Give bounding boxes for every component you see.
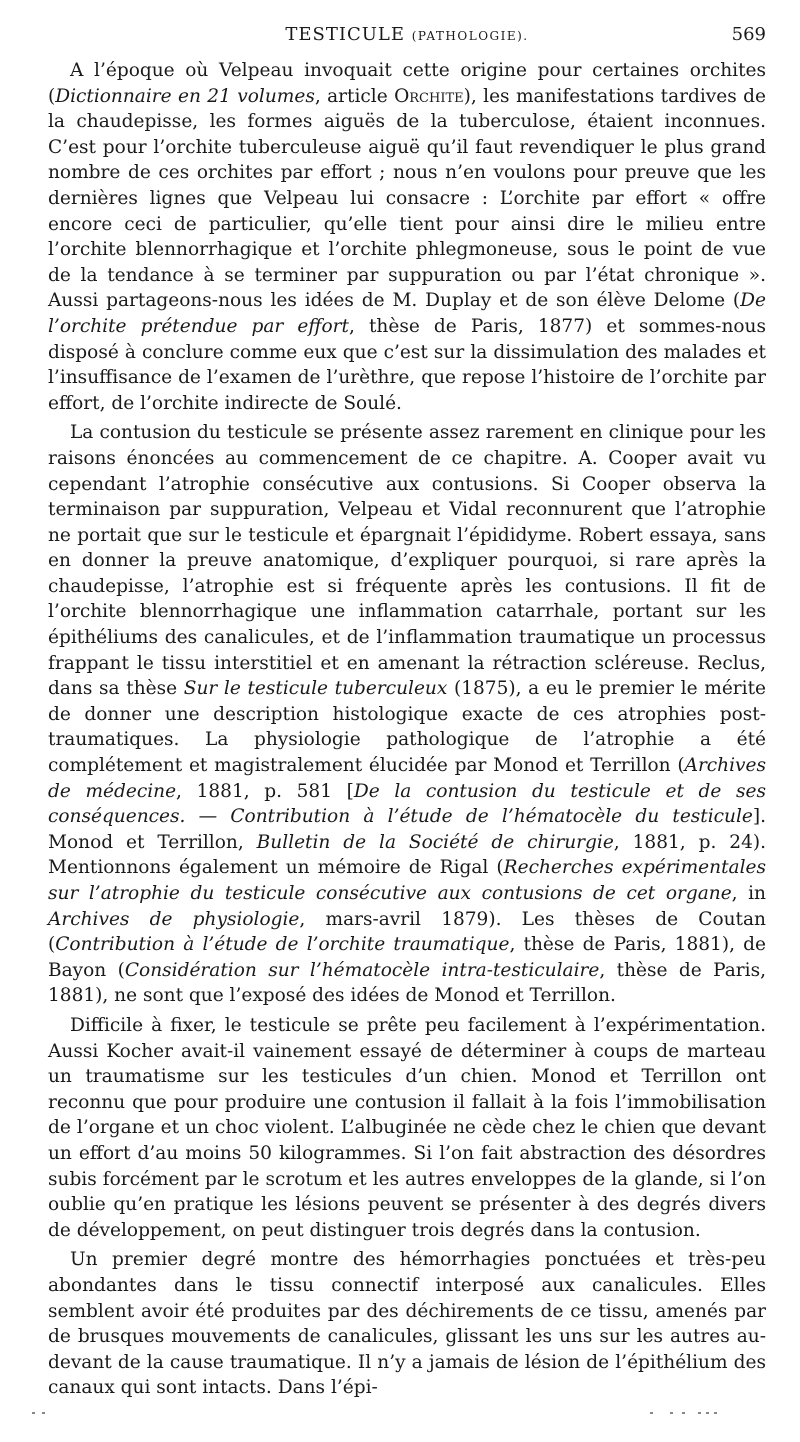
italic-run: De l’orchite prétendue par effort [48,290,766,337]
running-title [48,24,766,45]
text-run: ]. Monod et Terrillon, [48,806,766,853]
italic-run: Archives de médecine [48,755,766,802]
italic-run: Recherches expérimentales sur l’atrophie du testicule consécutive aux contusions de cet organe [48,857,766,904]
footer-print-marks [30,1412,740,1418]
text-run: , thèse de Paris, 1881), ne sont que l’exposé des idées de Monod et Terrillon. [48,959,766,1007]
paragraph-1 [48,58,766,416]
text-run: , article [314,85,395,107]
text-run: A l’époque où Velpeau invoquait cette origine pour certaines orchites ( [48,60,766,107]
paragraph-2 [48,420,766,1009]
text-run: (1875), a eu le premier le mérite de donner une description histologique exacte de ces atrophies post-traumatiques. La physiologie pathologique de l’atrophie a été complétement et magistralement élucidée par Monod et Terrillon ( [48,678,766,777]
italic-run: Considération sur l’hématocèle intra-testiculaire [124,959,600,981]
paragraph-3 [48,1013,766,1243]
running-header [48,24,766,58]
text-run: ), les manifestations tardives de la chaudepisse, les formes aiguës de la tuberculose, étaient inconnues. C’est pour l’orchite tuberculeuse aiguë qu’il faut revendiquer le plus grand nombre de ces orchites par effort ; nous n’en voulons pour preuve que les dernières lignes que Velpeau lui consacre : L’orchite par effort « offre encore ceci de particulier, qu’elle tient pour ainsi dire le milieu entre l’orchite blennorrhagique et l’orchite phlegmoneuse, sous le point de vue de la tendance à se terminer par suppuration ou par l’état chronique ». Aussi partageons-nous les idées de M. Duplay et de son élève Delome ( [48,85,766,312]
text-run: Difficile à fixer, le testicule se prête peu facilement à l’expérimentation. Aussi Kocher avait-il vainement essayé de déterminer à coups de marteau un traumatisme sur les testicules d’un chien. Monod et Terrillon ont reconnu que pour produire une contusion il fallait à la fois l’immobilisation de l’organe et un choc violent. L’albuginée ne cède chez le chien que devant un effort d’au moins 50 kilogrammes. Si l’on fait abstraction des désordres subis forcément par le scrotum et les autres enveloppes de la glande, si l’on oublie qu’en pratique les lésions peuvent se présenter à des degrés divers de développement, on peut distinguer trois degrés dans la contusion. [48,1014,766,1241]
page-number: 569 [731,24,766,45]
text-run: , thèse de Paris, 1877) et sommes-nous disposé à conclure comme eux que c’est sur la dissimulation des malades et l’insuffisance de l’examen de l’urèthre, que repose l’histoire de l’orchite par effort, de l’orchite indirecte de Soulé. [48,315,766,414]
text-run: , 1881, p. 581 [ [176,780,354,802]
text-run: , in [731,883,766,904]
paragraph-4 [48,1247,766,1401]
text-run: La contusion du testicule se présente assez rarement en clinique pour les raisons énoncées au commencement de ce chapitre. A. Cooper avait vu cependant l’atrophie consécutive aux contusions. Si Cooper observa la terminaison par suppuration, Velpeau et Vidal reconnurent que l’atrophie ne portait que sur le testicule et épargnait l’épididyme. Robert essaya, sans en donner la preuve anatomique, d’expliquer pourquoi, si rare après la chaudepisse, l’atrophie est si fréquente après les contusions. Il fit de l’orchite blennorrhagique une inflammation catarrhale, portant sur les épithéliums des canalicules, et de l’inflammation traumatique un processus frappant le tissu interstitiel et en amenant la rétraction scléreuse. Reclus, dans sa thèse [48,422,766,700]
running-title-sub: (PATHOLOGIE). [411,29,529,43]
text-run: , thèse de Paris, 1881), de Bayon ( [48,934,766,981]
text-run: , 1881, p. 24). Mentionnons également un mémoire de Rigal ( [48,831,766,879]
italic-run: Contribution à l’étude de l’orchite traumatique [55,934,510,956]
small-caps-run: Orchite [394,85,464,107]
document-page [48,24,766,1401]
body-text [48,58,766,1401]
italic-run: Archives de physiologie [48,908,300,930]
italic-run: Bulletin de la Société de chirurgie [256,831,614,853]
italic-run: Dictionnaire en 21 volumes [55,85,315,107]
italic-run: Sur le testicule tuberculeux [183,678,448,700]
text-run: , mars-avril 1879). Les thèses de Coutan ( [48,908,766,956]
text-run: Un premier degré montre des hémorrhagies ponctuées et très-peu abondantes dans le tissu connectif interposé aux canalicules. Elles semblent avoir été produites par des déchirements de ce tissu, amenés par de brusques mouvements de canalicules, glissant les uns sur les autres au-devant de la cause traumatique. Il n’y a jamais de lésion de l’épithélium des canaux qui sont intacts. Dans l’épi- [48,1249,766,1399]
italic-run: De la contusion du testicule et de ses conséquences. — Contribution à l’étude de l’hématocèle du testicule [48,780,767,828]
running-title-main: TESTICULE [285,24,406,45]
